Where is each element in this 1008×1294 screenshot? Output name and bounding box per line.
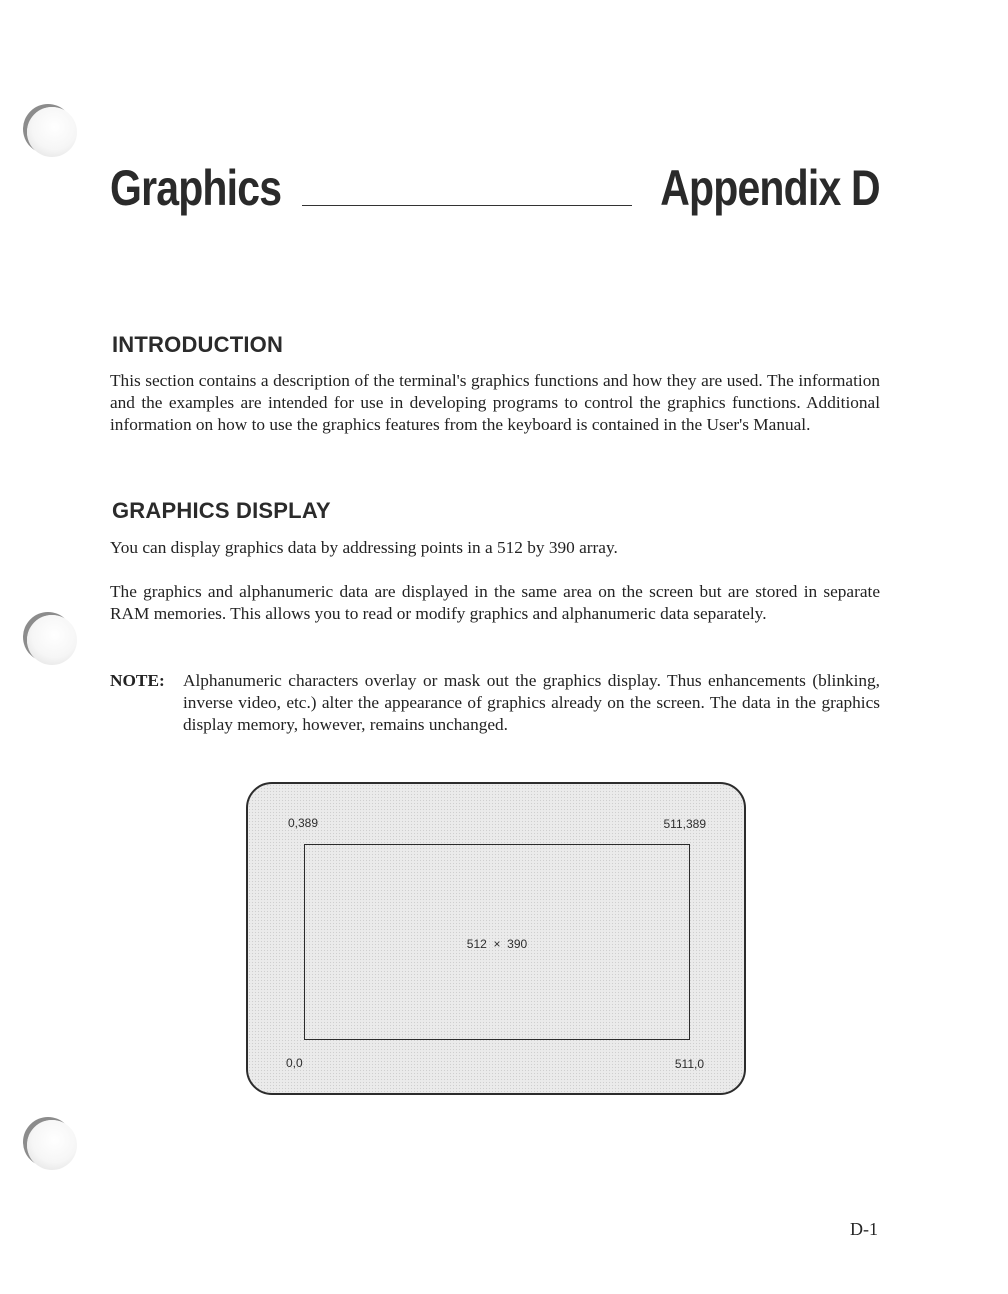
array-size-label: 512 × 390 — [466, 937, 528, 951]
section-heading-graphics-display: GRAPHICS DISPLAY — [112, 498, 331, 523]
screen-diagram — [246, 782, 746, 1095]
page-number: D-1 — [850, 1219, 878, 1239]
coord-top-right: 511,389 — [663, 817, 706, 831]
coord-bottom-right: 511,0 — [674, 1057, 704, 1071]
note-block — [110, 670, 880, 736]
graphics-display-paragraph-2: The graphics and alphanumeric data are displayed in the same area on the screen but are stored in separate RAM memories. This allows you to read or modify graphics and alphanumeric data separately. — [110, 582, 880, 623]
appendix-label: Appendix D — [660, 160, 880, 216]
introduction-paragraph: This section contains a description of the terminal's graphics functions and how they are used. The information and the examples are intended for use in developing programs to control the graphics functions. Additional information on how to use the graphics features from the keyboard is contained in the User's Manual. — [110, 371, 880, 434]
binder-hole-middle — [27, 615, 77, 665]
coord-top-left: 0,389 — [288, 816, 319, 830]
graphics-array-area — [304, 844, 690, 1040]
note-text: Alphanumeric characters overlay or mask out the graphics display. Thus enhancements (blinking, inverse video, etc.) alter the appearance of graphics already on the screen. The data in the graphics display memory, however, remains unchanged. — [183, 671, 880, 734]
binder-hole-bottom — [27, 1120, 77, 1170]
chapter-title-bar — [110, 158, 880, 218]
chapter-title: Graphics — [110, 160, 282, 216]
section-heading-introduction: INTRODUCTION — [112, 332, 284, 357]
coord-bottom-left: 0,0 — [286, 1056, 303, 1070]
title-divider — [302, 205, 632, 206]
note-label: NOTE: — [110, 671, 165, 690]
binder-hole-top — [27, 107, 77, 157]
graphics-display-paragraph-1: You can display graphics data by addressing points in a 512 by 390 array. — [110, 538, 618, 557]
